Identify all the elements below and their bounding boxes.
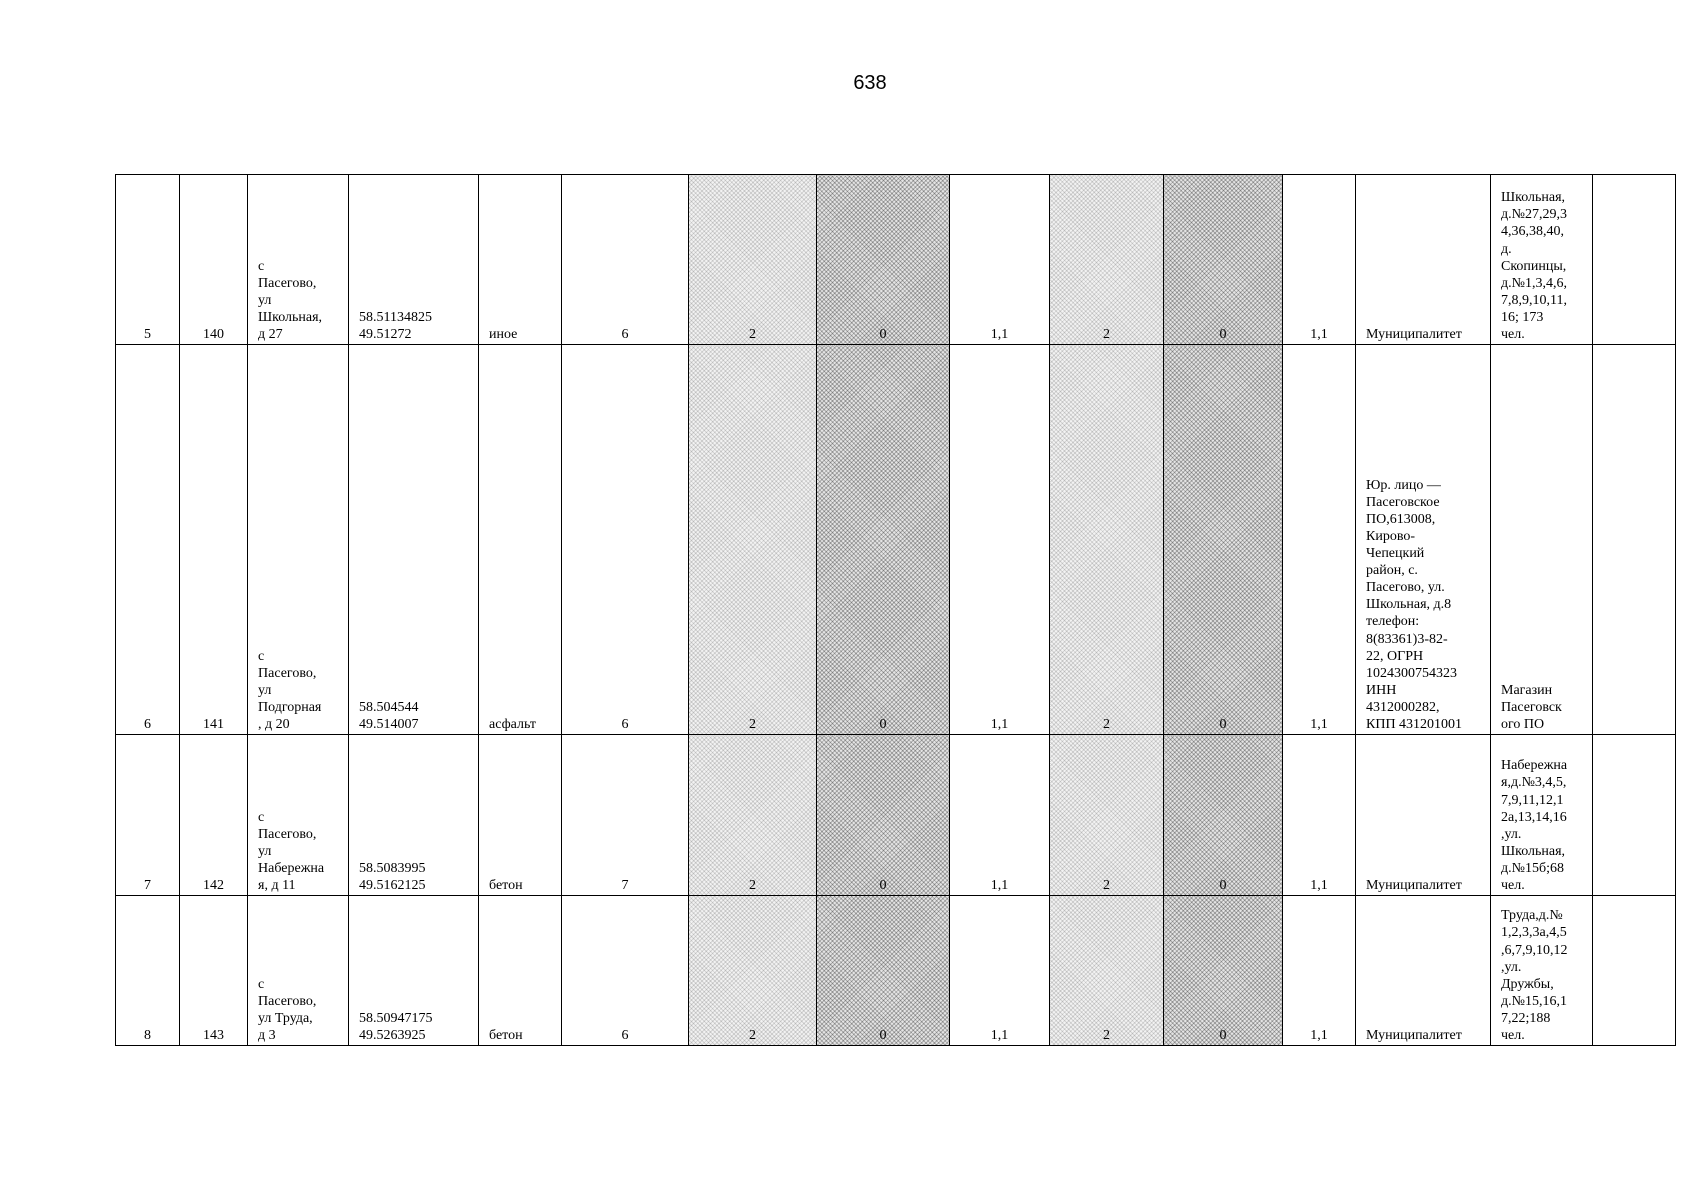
cell-registry-id: 142 [180,735,248,896]
table-row [116,896,1676,1046]
cell-row-number: 7 [116,735,180,896]
cell-value-1: 6 [562,175,689,345]
cell-value-3: 0 [817,735,950,896]
page-number: 638 [853,72,887,94]
cell-value-3: 0 [817,175,950,345]
cell-extra [1593,896,1676,1046]
cell-served: Магазин Пасеговск ого ПО [1491,345,1593,735]
cell-owner: Муниципалитет [1356,896,1491,1046]
cell-value-3: 0 [817,345,950,735]
cell-registry-id: 140 [180,175,248,345]
cell-owner: Муниципалитет [1356,735,1491,896]
cell-value-1: 6 [562,345,689,735]
cell-value-7: 1,1 [1283,345,1356,735]
cell-owner: Юр. лицо — Пасеговское ПО,613008, Кирово- Чепецкий район, с. Пасегово, ул. Школьная, д.8 телефон: 8(83361)3-82- 22, ОГРН 1024300754323 ИНН 4312000282, КПП 431201001 [1356,345,1491,735]
cell-address: с Пасегово, ул Набережна я, д 11 [248,735,349,896]
cell-value-7: 1,1 [1283,896,1356,1046]
table-row [116,175,1676,345]
cell-extra [1593,345,1676,735]
table-row [116,345,1676,735]
cell-registry-id: 143 [180,896,248,1046]
cell-value-6: 0 [1164,175,1283,345]
cell-row-number: 6 [116,345,180,735]
cell-value-4: 1,1 [950,345,1050,735]
cell-surface: иное [479,175,562,345]
cell-value-2: 2 [689,896,817,1046]
cell-surface: бетон [479,735,562,896]
cell-value-2: 2 [689,735,817,896]
cell-surface: асфальт [479,345,562,735]
cell-row-number: 8 [116,896,180,1046]
register-table [115,174,1676,1046]
cell-coordinates: 58.51134825 49.51272 [349,175,479,345]
cell-surface: бетон [479,896,562,1046]
cell-value-5: 2 [1050,175,1164,345]
cell-extra [1593,735,1676,896]
cell-value-4: 1,1 [950,175,1050,345]
cell-coordinates: 58.50947175 49.5263925 [349,896,479,1046]
cell-served: Труда,д.№ 1,2,3,3а,4,5 ,6,7,9,10,12 ,ул. Дружбы, д.№15,16,1 7,22;188 чел. [1491,896,1593,1046]
cell-value-6: 0 [1164,735,1283,896]
cell-value-4: 1,1 [950,735,1050,896]
cell-value-2: 2 [689,175,817,345]
cell-served: Набережна я,д.№3,4,5, 7,9,11,12,1 2а,13,14,16 ,ул. Школьная, д.№15б;68 чел. [1491,735,1593,896]
cell-value-6: 0 [1164,345,1283,735]
cell-address: с Пасегово, ул Школьная, д 27 [248,175,349,345]
cell-value-4: 1,1 [950,896,1050,1046]
cell-owner: Муниципалитет [1356,175,1491,345]
cell-value-5: 2 [1050,896,1164,1046]
cell-served: Школьная, д.№27,29,3 4,36,38,40, д. Скопинцы, д.№1,3,4,6, 7,8,9,10,11, 16; 173 чел. [1491,175,1593,345]
cell-extra [1593,175,1676,345]
cell-coordinates: 58.5083995 49.5162125 [349,735,479,896]
table-row [116,735,1676,896]
cell-address: с Пасегово, ул Труда, д 3 [248,896,349,1046]
cell-value-3: 0 [817,896,950,1046]
cell-value-2: 2 [689,345,817,735]
cell-value-6: 0 [1164,896,1283,1046]
cell-value-1: 7 [562,735,689,896]
cell-value-1: 6 [562,896,689,1046]
cell-coordinates: 58.504544 49.514007 [349,345,479,735]
cell-value-7: 1,1 [1283,735,1356,896]
cell-registry-id: 141 [180,345,248,735]
cell-row-number: 5 [116,175,180,345]
cell-value-7: 1,1 [1283,175,1356,345]
cell-value-5: 2 [1050,345,1164,735]
cell-address: с Пасегово, ул Подгорная , д 20 [248,345,349,735]
cell-value-5: 2 [1050,735,1164,896]
